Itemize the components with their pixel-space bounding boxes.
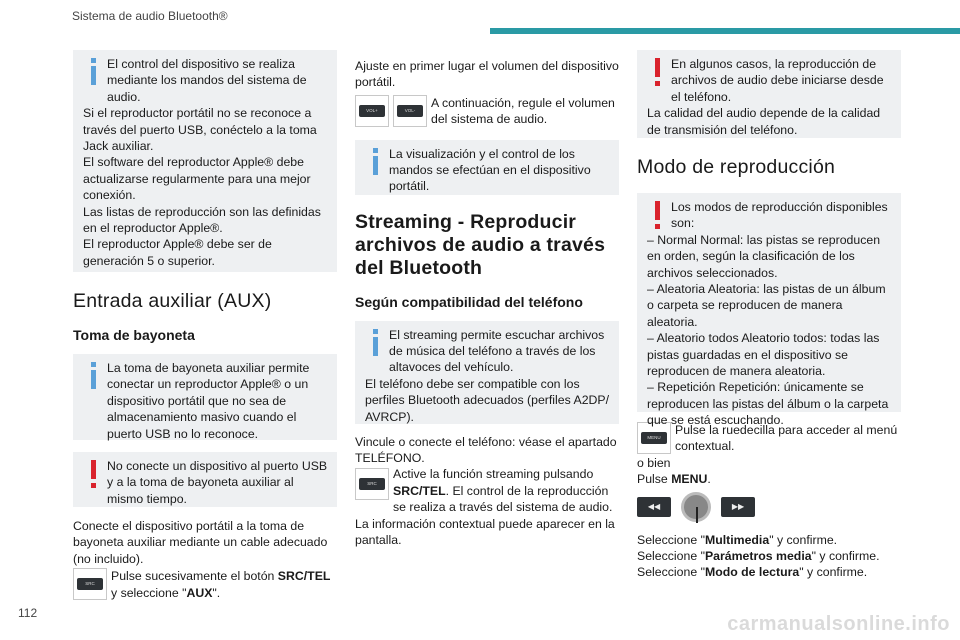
subsection-title-jack: Toma de bayoneta bbox=[73, 327, 195, 343]
note-line: – Normal Normal: las pistas se reproducen en orden, según la clasificación de los archivos seleccionados. bbox=[647, 232, 881, 280]
section-title-streaming: Streaming - Reproducir archivos de audio a través del Bluetooth bbox=[355, 210, 606, 279]
note-text: La toma de bayoneta auxiliar permite conectar un reproductor Apple® o un dispositivo portátil que no sea de almacenamiento masivo cuando el puerto USB no lo reconoce. bbox=[107, 361, 310, 441]
button-label: VOL+ bbox=[359, 105, 385, 117]
instruction-streaming bbox=[355, 466, 619, 548]
info-icon bbox=[365, 329, 387, 359]
vol-down-button-image bbox=[393, 95, 427, 127]
button-label: VOL- bbox=[397, 105, 423, 117]
rotary-knob-icon bbox=[681, 492, 711, 522]
vol-up-button-image bbox=[355, 95, 389, 127]
note-line: El reproductor Apple® debe ser de generación 5 o superior. bbox=[83, 237, 272, 268]
text-bold: Modo de lectura bbox=[704, 565, 800, 580]
control-illustration bbox=[637, 492, 901, 522]
button-label: SRC bbox=[359, 478, 385, 490]
text-fragment: " y confirme. bbox=[811, 549, 880, 564]
note-line: El streaming permite escuchar archivos de música del teléfono a través de los altavoces del vehículo. bbox=[389, 327, 605, 375]
menu-step bbox=[637, 532, 901, 548]
info-icon bbox=[83, 362, 105, 392]
text-bold: SRC/TEL bbox=[393, 483, 446, 498]
text-fragment: Seleccione " bbox=[637, 532, 705, 547]
subsection-title-compat: Según compatibilidad del teléfono bbox=[355, 293, 583, 310]
warning-note-usb bbox=[73, 452, 337, 507]
text-fragment: Seleccione " bbox=[637, 549, 705, 564]
info-note-ipod bbox=[73, 50, 337, 272]
text-fragment: Active la función streaming pulsando bbox=[393, 467, 594, 482]
instruction-text: A continuación, regule el volumen del sistema de audio. bbox=[431, 95, 615, 127]
paragraph-pair-phone: Vincule o conecte el teléfono: véase el apartado TELÉFONO. bbox=[355, 434, 617, 466]
note-line: La calidad del audio depende de la calidad de transmisión del teléfono. bbox=[647, 106, 881, 137]
paragraph-press-menu bbox=[637, 471, 901, 487]
column-1 bbox=[73, 50, 337, 601]
instruction-row-src bbox=[73, 568, 337, 601]
text-bold: Parámetros media bbox=[704, 549, 812, 564]
column-3 bbox=[637, 50, 901, 581]
text-fragment: Pulse sucesivamente el botón bbox=[111, 569, 278, 584]
instruction-text bbox=[111, 568, 337, 601]
next-icon: ▶▶ bbox=[721, 497, 755, 517]
note-text: No conecte un dispositivo al puerto USB y a la toma de bayoneta auxiliar al mismo tiempo. bbox=[107, 459, 328, 506]
info-note-streaming bbox=[355, 321, 619, 424]
running-header: Sistema de audio Bluetooth® bbox=[72, 9, 228, 23]
instruction-text: Pulse la ruedecilla para acceder al menú contextual. bbox=[675, 423, 898, 454]
note-line: Las listas de reproducción son las definidas en el reproductor Apple®. bbox=[83, 204, 321, 236]
text-fragment: Pulse bbox=[637, 472, 672, 487]
paragraph-volume: Ajuste en primer lugar el volumen del dispositivo portátil. bbox=[355, 59, 619, 90]
info-icon bbox=[83, 58, 105, 88]
instruction-row-volume bbox=[355, 95, 619, 128]
text-bold: MENU bbox=[671, 472, 708, 487]
info-note-display bbox=[355, 140, 619, 195]
warning-note-phone bbox=[637, 50, 901, 138]
note-line: – Aleatoria Aleatoria: las pistas de un álbum o carpeta se reproducen de manera aleatoria. bbox=[647, 282, 886, 329]
column-2 bbox=[355, 50, 619, 548]
note-line: Los modos de reproducción disponibles son: bbox=[671, 200, 888, 231]
note-line: En algunos casos, la reproducción de archivos de audio debe iniciarse desde el teléfono. bbox=[671, 57, 884, 104]
info-icon bbox=[365, 148, 387, 178]
paragraph-or: o bien bbox=[637, 455, 671, 470]
menu-steps bbox=[637, 532, 901, 581]
text-fragment: ". bbox=[212, 585, 221, 600]
note-line: – Repetición Repetición: únicamente se reproducen las pistas del álbum o la carpeta que se está escuchando. bbox=[647, 380, 889, 428]
text-fragment: Seleccione " bbox=[637, 565, 705, 580]
text-bold: AUX bbox=[186, 585, 213, 600]
text-bold: SRC/TEL bbox=[277, 569, 331, 584]
src-button-image bbox=[73, 568, 107, 600]
menu-step bbox=[637, 564, 901, 580]
section-title-playback-mode: Modo de reproducción bbox=[637, 156, 836, 178]
warning-icon bbox=[647, 201, 669, 231]
menu-step bbox=[637, 548, 901, 564]
previous-icon: ◀◀ bbox=[637, 497, 671, 517]
warning-icon bbox=[83, 460, 105, 490]
header-accent-bar bbox=[490, 28, 960, 34]
button-label: SRC bbox=[77, 578, 103, 590]
text-fragment: " y confirme. bbox=[769, 532, 838, 547]
section-title-aux: Entrada auxiliar (AUX) bbox=[73, 290, 272, 312]
text-fragment: . El control de la reproducción se realiza a través del sistema de audio. La información contextual puede aparecer en la pantalla. bbox=[355, 483, 615, 548]
warning-icon bbox=[647, 58, 669, 88]
paragraph-connect: Conecte el dispositivo portátil a la toma de bayoneta auxiliar mediante un cable adecuado (no incluido). bbox=[73, 519, 328, 566]
note-line: – Aleatorio todos Aleatorio todos: todas las pistas guardadas en el dispositivo se reproducen de manera aleatoria. bbox=[647, 331, 880, 379]
note-text: La visualización y el control de los mandos se efectúan en el dispositivo portátil. bbox=[389, 146, 591, 194]
text-fragment: y seleccione " bbox=[111, 585, 187, 600]
text-fragment: . bbox=[707, 472, 711, 487]
text-fragment: " y confirme. bbox=[799, 565, 868, 580]
src-button-image bbox=[355, 468, 389, 500]
note-line: El software del reproductor Apple® debe actualizarse regularmente para una mejor conexión. bbox=[83, 155, 311, 203]
note-line: Si el reproductor portátil no se reconoce a través del puerto USB, conéctelo a la toma Jack auxiliar. bbox=[83, 106, 317, 154]
text-bold: Multimedia bbox=[704, 532, 770, 547]
button-label: MENU bbox=[641, 432, 667, 444]
note-line: El control del dispositivo se realiza mediante los mandos del sistema de audio. bbox=[107, 57, 307, 104]
page-number: 112 bbox=[18, 606, 38, 620]
info-note-jack bbox=[73, 354, 337, 440]
watermark: carmanualsonline.info bbox=[727, 613, 950, 635]
note-line: El teléfono debe ser compatible con los perfiles Bluetooth adecuados (perfiles A2DP/ AVRCP). bbox=[365, 376, 610, 424]
warning-note-modes bbox=[637, 193, 901, 428]
